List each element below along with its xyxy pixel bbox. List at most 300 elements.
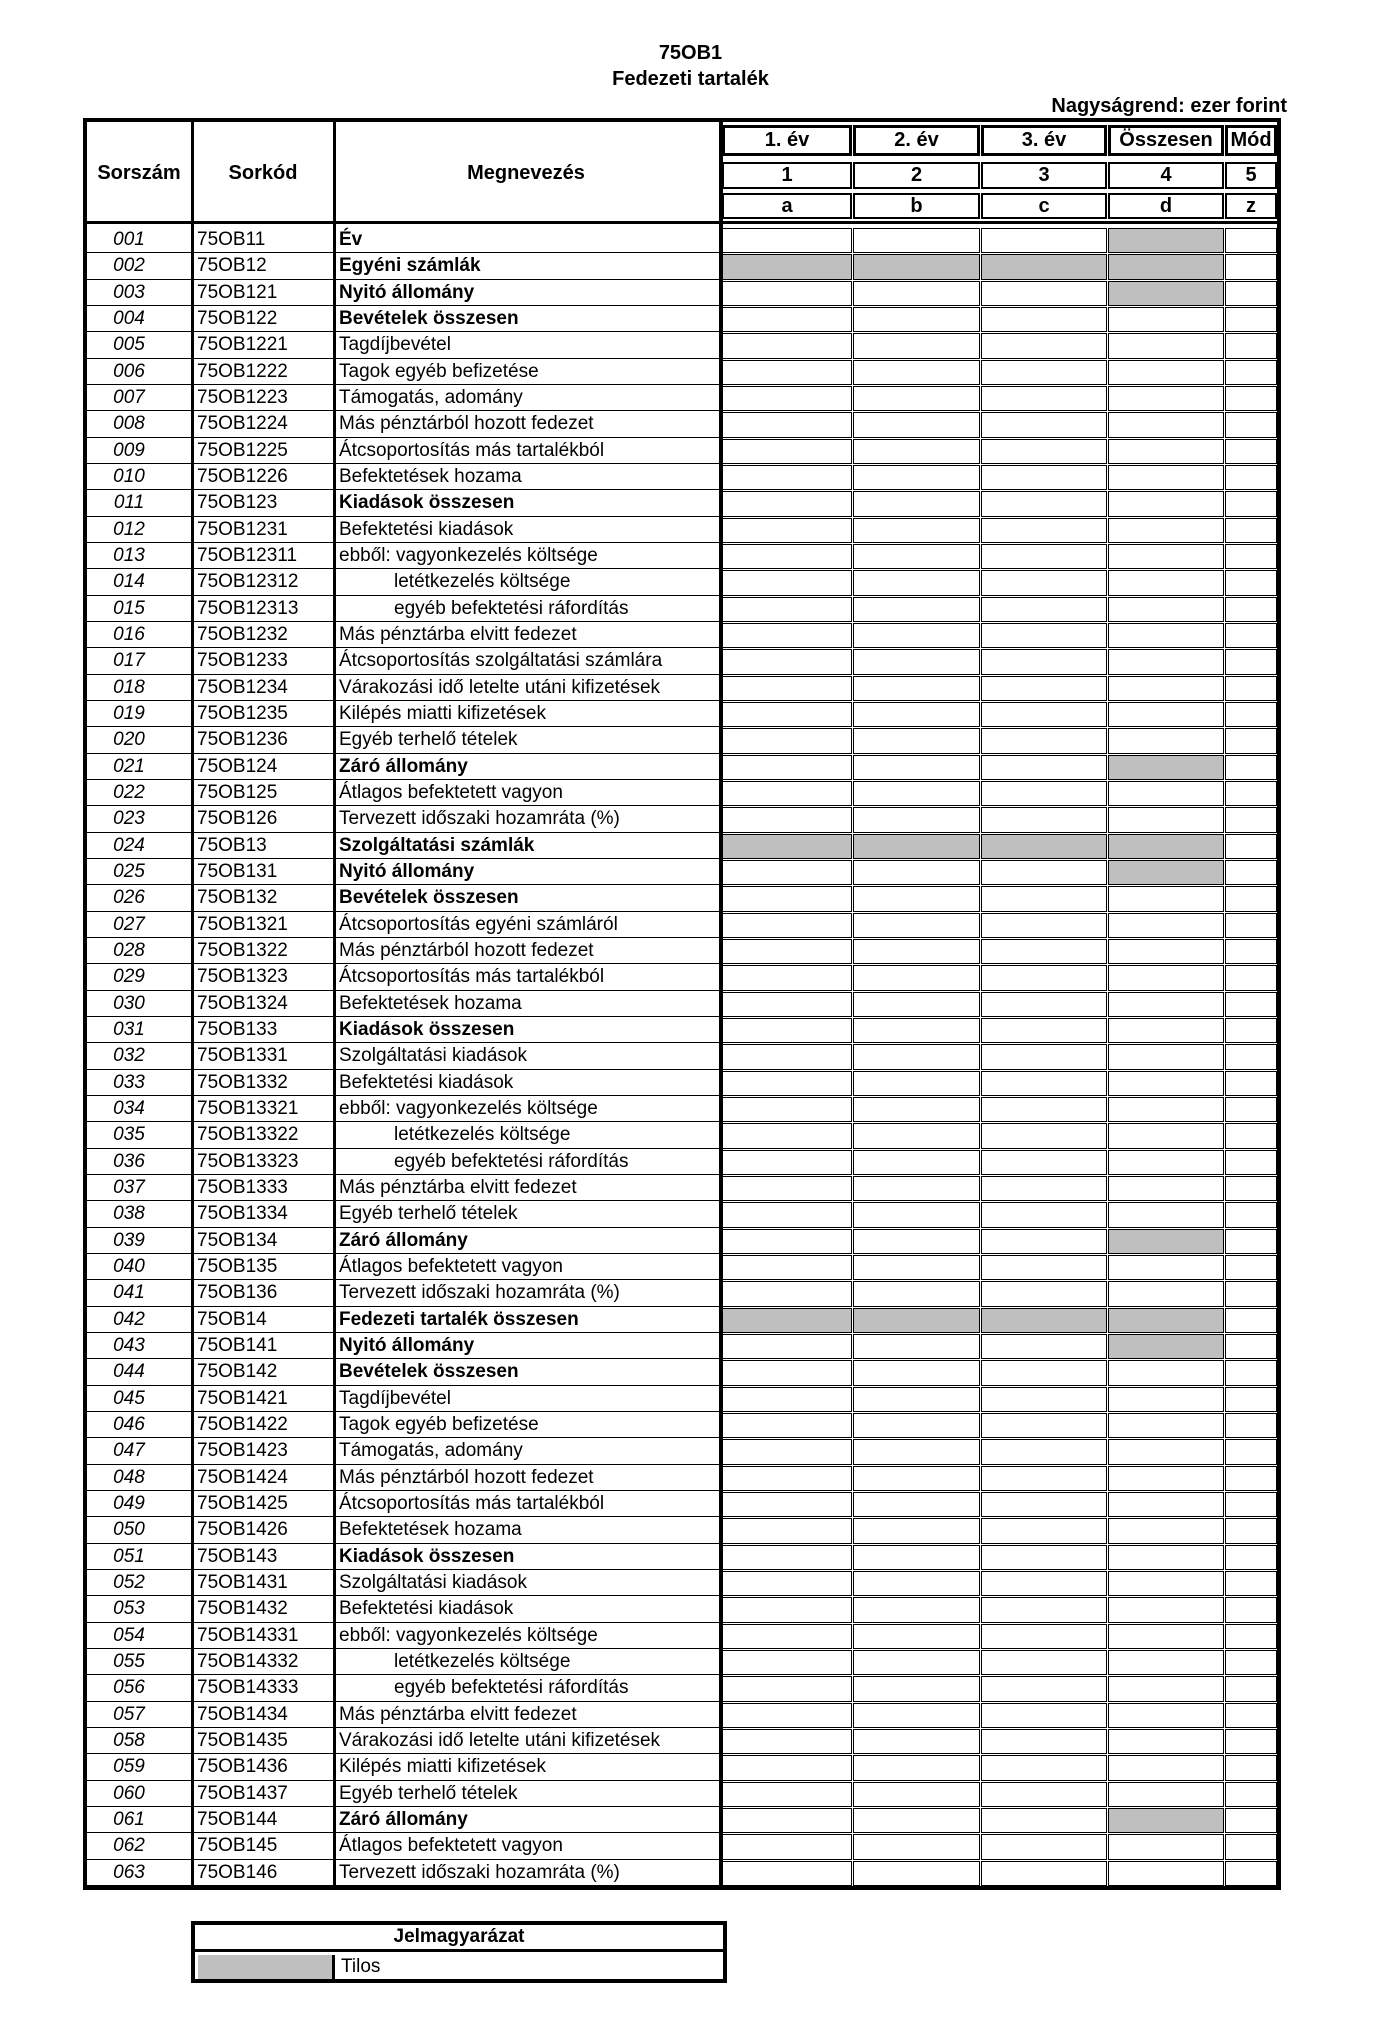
input-cell[interactable] bbox=[1108, 1123, 1224, 1148]
input-cell[interactable] bbox=[722, 1229, 852, 1254]
input-cell[interactable] bbox=[722, 1545, 852, 1570]
input-cell[interactable] bbox=[1225, 281, 1277, 306]
input-cell[interactable] bbox=[1225, 333, 1277, 358]
input-cell[interactable] bbox=[853, 1255, 980, 1280]
input-cell[interactable] bbox=[722, 1808, 852, 1833]
input-cell[interactable] bbox=[722, 1176, 852, 1201]
input-cell[interactable] bbox=[1225, 1202, 1277, 1227]
input-cell[interactable] bbox=[981, 333, 1107, 358]
input-cell[interactable] bbox=[853, 386, 980, 411]
input-cell[interactable] bbox=[1108, 1176, 1224, 1201]
input-cell[interactable] bbox=[981, 465, 1107, 490]
input-cell[interactable] bbox=[722, 1202, 852, 1227]
input-cell[interactable] bbox=[981, 992, 1107, 1017]
input-cell[interactable] bbox=[722, 491, 852, 516]
input-cell[interactable] bbox=[981, 1071, 1107, 1096]
input-cell[interactable] bbox=[1225, 781, 1277, 806]
input-cell[interactable] bbox=[722, 1676, 852, 1701]
input-cell[interactable] bbox=[853, 676, 980, 701]
input-cell[interactable] bbox=[853, 1334, 980, 1359]
input-cell[interactable] bbox=[1225, 1518, 1277, 1543]
input-cell[interactable] bbox=[1108, 1597, 1224, 1622]
input-cell[interactable] bbox=[1108, 913, 1224, 938]
input-cell[interactable] bbox=[981, 886, 1107, 911]
input-cell[interactable] bbox=[722, 1624, 852, 1649]
input-cell[interactable] bbox=[722, 992, 852, 1017]
input-cell[interactable] bbox=[722, 913, 852, 938]
input-cell[interactable] bbox=[1108, 1466, 1224, 1491]
input-cell[interactable] bbox=[1225, 1861, 1277, 1886]
input-cell[interactable] bbox=[853, 597, 980, 622]
input-cell[interactable] bbox=[1108, 623, 1224, 648]
input-cell[interactable] bbox=[853, 1439, 980, 1464]
input-cell[interactable] bbox=[722, 1018, 852, 1043]
input-cell[interactable] bbox=[722, 1097, 852, 1122]
input-cell[interactable] bbox=[853, 491, 980, 516]
input-cell[interactable] bbox=[853, 307, 980, 332]
input-cell[interactable] bbox=[722, 1044, 852, 1069]
input-cell[interactable] bbox=[722, 439, 852, 464]
input-cell[interactable] bbox=[981, 860, 1107, 885]
input-cell[interactable] bbox=[1108, 676, 1224, 701]
input-cell[interactable] bbox=[1225, 649, 1277, 674]
input-cell[interactable] bbox=[981, 1571, 1107, 1596]
input-cell[interactable] bbox=[722, 1413, 852, 1438]
input-cell[interactable] bbox=[1108, 307, 1224, 332]
input-cell[interactable] bbox=[1225, 1097, 1277, 1122]
input-cell[interactable] bbox=[981, 939, 1107, 964]
input-cell[interactable] bbox=[853, 1571, 980, 1596]
input-cell[interactable] bbox=[853, 1413, 980, 1438]
input-cell[interactable] bbox=[981, 1150, 1107, 1175]
input-cell[interactable] bbox=[853, 360, 980, 385]
input-cell[interactable] bbox=[853, 1044, 980, 1069]
input-cell[interactable] bbox=[722, 623, 852, 648]
input-cell[interactable] bbox=[1225, 1703, 1277, 1728]
input-cell[interactable] bbox=[981, 307, 1107, 332]
input-cell[interactable] bbox=[981, 1492, 1107, 1517]
input-cell[interactable] bbox=[853, 1808, 980, 1833]
input-cell[interactable] bbox=[981, 1229, 1107, 1254]
input-cell[interactable] bbox=[722, 1492, 852, 1517]
input-cell[interactable] bbox=[1225, 544, 1277, 569]
input-cell[interactable] bbox=[1108, 781, 1224, 806]
input-cell[interactable] bbox=[981, 1413, 1107, 1438]
input-cell[interactable] bbox=[853, 439, 980, 464]
input-cell[interactable] bbox=[722, 333, 852, 358]
input-cell[interactable] bbox=[1225, 254, 1277, 279]
input-cell[interactable] bbox=[981, 1861, 1107, 1886]
input-cell[interactable] bbox=[853, 465, 980, 490]
input-cell[interactable] bbox=[1108, 1439, 1224, 1464]
input-cell[interactable] bbox=[722, 1071, 852, 1096]
input-cell[interactable] bbox=[722, 755, 852, 780]
input-cell[interactable] bbox=[722, 412, 852, 437]
input-cell[interactable] bbox=[981, 1097, 1107, 1122]
input-cell[interactable] bbox=[981, 1703, 1107, 1728]
input-cell[interactable] bbox=[1225, 307, 1277, 332]
input-cell[interactable] bbox=[722, 1729, 852, 1754]
input-cell[interactable] bbox=[1108, 412, 1224, 437]
input-cell[interactable] bbox=[1108, 1729, 1224, 1754]
input-cell[interactable] bbox=[981, 1676, 1107, 1701]
input-cell[interactable] bbox=[1108, 491, 1224, 516]
input-cell[interactable] bbox=[981, 1255, 1107, 1280]
input-cell[interactable] bbox=[853, 1018, 980, 1043]
input-cell[interactable] bbox=[1108, 992, 1224, 1017]
input-cell[interactable] bbox=[1225, 1782, 1277, 1807]
input-cell[interactable] bbox=[1225, 728, 1277, 753]
input-cell[interactable] bbox=[853, 1176, 980, 1201]
input-cell[interactable] bbox=[1225, 1334, 1277, 1359]
input-cell[interactable] bbox=[722, 1597, 852, 1622]
input-cell[interactable] bbox=[722, 1650, 852, 1675]
input-cell[interactable] bbox=[1225, 228, 1277, 253]
input-cell[interactable] bbox=[1108, 807, 1224, 832]
input-cell[interactable] bbox=[981, 1729, 1107, 1754]
input-cell[interactable] bbox=[1108, 1255, 1224, 1280]
input-cell[interactable] bbox=[1225, 439, 1277, 464]
input-cell[interactable] bbox=[853, 1387, 980, 1412]
input-cell[interactable] bbox=[1225, 597, 1277, 622]
input-cell[interactable] bbox=[981, 702, 1107, 727]
input-cell[interactable] bbox=[853, 333, 980, 358]
input-cell[interactable] bbox=[981, 913, 1107, 938]
input-cell[interactable] bbox=[1225, 1071, 1277, 1096]
input-cell[interactable] bbox=[722, 1387, 852, 1412]
input-cell[interactable] bbox=[1225, 386, 1277, 411]
input-cell[interactable] bbox=[722, 597, 852, 622]
input-cell[interactable] bbox=[853, 702, 980, 727]
input-cell[interactable] bbox=[1225, 1571, 1277, 1596]
input-cell[interactable] bbox=[853, 281, 980, 306]
input-cell[interactable] bbox=[1225, 1676, 1277, 1701]
input-cell[interactable] bbox=[1225, 1176, 1277, 1201]
input-cell[interactable] bbox=[853, 570, 980, 595]
input-cell[interactable] bbox=[722, 228, 852, 253]
input-cell[interactable] bbox=[722, 544, 852, 569]
input-cell[interactable] bbox=[1108, 939, 1224, 964]
input-cell[interactable] bbox=[853, 412, 980, 437]
input-cell[interactable] bbox=[1225, 965, 1277, 990]
input-cell[interactable] bbox=[981, 544, 1107, 569]
input-cell[interactable] bbox=[853, 755, 980, 780]
input-cell[interactable] bbox=[981, 1518, 1107, 1543]
input-cell[interactable] bbox=[853, 1492, 980, 1517]
input-cell[interactable] bbox=[1108, 728, 1224, 753]
input-cell[interactable] bbox=[981, 781, 1107, 806]
input-cell[interactable] bbox=[1108, 1624, 1224, 1649]
input-cell[interactable] bbox=[1225, 1360, 1277, 1385]
input-cell[interactable] bbox=[981, 439, 1107, 464]
input-cell[interactable] bbox=[853, 1624, 980, 1649]
input-cell[interactable] bbox=[853, 1097, 980, 1122]
input-cell[interactable] bbox=[853, 913, 980, 938]
input-cell[interactable] bbox=[853, 939, 980, 964]
input-cell[interactable] bbox=[1225, 702, 1277, 727]
input-cell[interactable] bbox=[722, 807, 852, 832]
input-cell[interactable] bbox=[853, 886, 980, 911]
input-cell[interactable] bbox=[981, 1044, 1107, 1069]
input-cell[interactable] bbox=[981, 1755, 1107, 1780]
column-header-num: 5 bbox=[1225, 162, 1277, 189]
input-cell[interactable] bbox=[1225, 1044, 1277, 1069]
input-cell[interactable] bbox=[981, 491, 1107, 516]
input-cell[interactable] bbox=[981, 281, 1107, 306]
input-cell[interactable] bbox=[1108, 1097, 1224, 1122]
input-cell[interactable] bbox=[853, 992, 980, 1017]
input-cell[interactable] bbox=[1225, 939, 1277, 964]
input-cell[interactable] bbox=[1108, 1703, 1224, 1728]
input-cell[interactable] bbox=[853, 1703, 980, 1728]
input-cell[interactable] bbox=[1225, 412, 1277, 437]
input-cell[interactable] bbox=[722, 1861, 852, 1886]
row-number: 011 bbox=[113, 492, 145, 514]
input-cell[interactable] bbox=[1225, 1123, 1277, 1148]
input-cell[interactable] bbox=[1225, 1597, 1277, 1622]
input-cell[interactable] bbox=[1108, 1071, 1224, 1096]
input-cell[interactable] bbox=[853, 1150, 980, 1175]
input-cell[interactable] bbox=[722, 1782, 852, 1807]
input-cell[interactable] bbox=[853, 1597, 980, 1622]
input-cell[interactable] bbox=[1108, 1518, 1224, 1543]
input-cell[interactable] bbox=[722, 360, 852, 385]
input-cell[interactable] bbox=[1108, 360, 1224, 385]
input-cell[interactable] bbox=[1225, 1018, 1277, 1043]
input-cell[interactable] bbox=[981, 1466, 1107, 1491]
input-cell[interactable] bbox=[853, 1229, 980, 1254]
input-cell[interactable] bbox=[1225, 1466, 1277, 1491]
input-cell[interactable] bbox=[1108, 386, 1224, 411]
input-cell[interactable] bbox=[853, 807, 980, 832]
row-number: 005 bbox=[113, 334, 145, 356]
input-cell[interactable] bbox=[722, 518, 852, 543]
input-cell[interactable] bbox=[1225, 676, 1277, 701]
input-cell[interactable] bbox=[853, 649, 980, 674]
input-cell[interactable] bbox=[981, 1624, 1107, 1649]
input-cell[interactable] bbox=[981, 1176, 1107, 1201]
input-cell[interactable] bbox=[722, 1334, 852, 1359]
input-cell[interactable] bbox=[1225, 1281, 1277, 1306]
input-cell[interactable] bbox=[853, 1281, 980, 1306]
input-cell[interactable] bbox=[722, 965, 852, 990]
input-cell[interactable] bbox=[722, 1360, 852, 1385]
input-cell[interactable] bbox=[722, 1150, 852, 1175]
input-cell[interactable] bbox=[981, 1281, 1107, 1306]
input-cell[interactable] bbox=[1225, 1308, 1277, 1333]
input-cell[interactable] bbox=[981, 228, 1107, 253]
input-cell[interactable] bbox=[981, 965, 1107, 990]
input-cell[interactable] bbox=[722, 860, 852, 885]
input-cell[interactable] bbox=[981, 1650, 1107, 1675]
input-cell[interactable] bbox=[853, 860, 980, 885]
input-cell[interactable] bbox=[981, 1018, 1107, 1043]
input-cell[interactable] bbox=[1108, 702, 1224, 727]
input-cell[interactable] bbox=[853, 965, 980, 990]
input-cell[interactable] bbox=[981, 1834, 1107, 1859]
input-cell[interactable] bbox=[981, 412, 1107, 437]
input-cell[interactable] bbox=[722, 465, 852, 490]
input-cell[interactable] bbox=[1225, 807, 1277, 832]
input-cell[interactable] bbox=[981, 1387, 1107, 1412]
input-cell[interactable] bbox=[1108, 465, 1224, 490]
input-cell[interactable] bbox=[981, 1808, 1107, 1833]
input-cell[interactable] bbox=[1225, 834, 1277, 859]
input-cell[interactable] bbox=[1225, 1545, 1277, 1570]
input-cell[interactable] bbox=[1108, 1202, 1224, 1227]
input-cell[interactable] bbox=[1108, 1018, 1224, 1043]
input-cell[interactable] bbox=[1225, 1834, 1277, 1859]
input-cell[interactable] bbox=[981, 597, 1107, 622]
input-cell[interactable] bbox=[853, 1834, 980, 1859]
input-cell[interactable] bbox=[722, 386, 852, 411]
input-cell[interactable] bbox=[722, 886, 852, 911]
input-cell[interactable] bbox=[853, 623, 980, 648]
input-cell[interactable] bbox=[1225, 491, 1277, 516]
input-cell[interactable] bbox=[981, 1334, 1107, 1359]
input-cell[interactable] bbox=[981, 807, 1107, 832]
input-cell[interactable] bbox=[981, 1782, 1107, 1807]
input-cell[interactable] bbox=[1225, 1229, 1277, 1254]
input-cell[interactable] bbox=[1225, 886, 1277, 911]
input-cell[interactable] bbox=[981, 1597, 1107, 1622]
input-cell[interactable] bbox=[853, 1650, 980, 1675]
input-cell[interactable] bbox=[1225, 913, 1277, 938]
input-cell[interactable] bbox=[1225, 1624, 1277, 1649]
input-cell[interactable] bbox=[722, 1255, 852, 1280]
input-cell[interactable] bbox=[1108, 886, 1224, 911]
input-cell[interactable] bbox=[853, 228, 980, 253]
input-cell[interactable] bbox=[722, 702, 852, 727]
input-cell[interactable] bbox=[1225, 623, 1277, 648]
input-cell[interactable] bbox=[722, 781, 852, 806]
input-cell[interactable] bbox=[722, 570, 852, 595]
input-cell[interactable] bbox=[853, 1071, 980, 1096]
input-cell[interactable] bbox=[1108, 1281, 1224, 1306]
input-cell[interactable] bbox=[981, 386, 1107, 411]
input-cell[interactable] bbox=[1225, 1650, 1277, 1675]
input-cell[interactable] bbox=[1108, 1782, 1224, 1807]
input-cell[interactable] bbox=[981, 1360, 1107, 1385]
input-cell[interactable] bbox=[981, 570, 1107, 595]
input-cell[interactable] bbox=[722, 1834, 852, 1859]
input-cell[interactable] bbox=[981, 360, 1107, 385]
input-cell[interactable] bbox=[1225, 1808, 1277, 1833]
input-cell[interactable] bbox=[853, 518, 980, 543]
input-cell[interactable] bbox=[1108, 1150, 1224, 1175]
input-cell[interactable] bbox=[1108, 1360, 1224, 1385]
input-cell[interactable] bbox=[853, 728, 980, 753]
input-cell[interactable] bbox=[722, 307, 852, 332]
input-cell[interactable] bbox=[722, 676, 852, 701]
input-cell[interactable] bbox=[853, 1360, 980, 1385]
input-cell[interactable] bbox=[853, 781, 980, 806]
input-cell[interactable] bbox=[1108, 1571, 1224, 1596]
input-cell[interactable] bbox=[1225, 1387, 1277, 1412]
input-cell[interactable] bbox=[1108, 1755, 1224, 1780]
input-cell[interactable] bbox=[1108, 333, 1224, 358]
input-cell[interactable] bbox=[853, 1123, 980, 1148]
input-cell[interactable] bbox=[853, 544, 980, 569]
input-cell[interactable] bbox=[853, 1861, 980, 1886]
input-cell[interactable] bbox=[981, 623, 1107, 648]
input-cell[interactable] bbox=[1225, 1729, 1277, 1754]
forbidden-cell bbox=[1108, 1229, 1224, 1254]
input-cell[interactable] bbox=[981, 1545, 1107, 1570]
input-cell[interactable] bbox=[722, 1281, 852, 1306]
input-cell[interactable] bbox=[1225, 570, 1277, 595]
input-cell[interactable] bbox=[1108, 570, 1224, 595]
input-cell[interactable] bbox=[1108, 1676, 1224, 1701]
input-cell[interactable] bbox=[981, 1439, 1107, 1464]
input-cell[interactable] bbox=[1108, 544, 1224, 569]
input-cell[interactable] bbox=[1108, 1492, 1224, 1517]
input-cell[interactable] bbox=[1225, 755, 1277, 780]
input-cell[interactable] bbox=[1225, 1755, 1277, 1780]
input-cell[interactable] bbox=[981, 518, 1107, 543]
input-cell[interactable] bbox=[1225, 465, 1277, 490]
input-cell[interactable] bbox=[722, 1439, 852, 1464]
input-cell[interactable] bbox=[722, 728, 852, 753]
input-cell[interactable] bbox=[981, 676, 1107, 701]
input-cell[interactable] bbox=[1225, 992, 1277, 1017]
input-cell[interactable] bbox=[1108, 518, 1224, 543]
input-cell[interactable] bbox=[1108, 1650, 1224, 1675]
input-cell[interactable] bbox=[1225, 860, 1277, 885]
input-cell[interactable] bbox=[722, 1571, 852, 1596]
input-cell[interactable] bbox=[853, 1676, 980, 1701]
input-cell[interactable] bbox=[981, 1202, 1107, 1227]
input-cell[interactable] bbox=[1225, 518, 1277, 543]
input-cell[interactable] bbox=[1108, 649, 1224, 674]
input-cell[interactable] bbox=[853, 1518, 980, 1543]
input-cell[interactable] bbox=[1108, 597, 1224, 622]
input-cell[interactable] bbox=[722, 649, 852, 674]
input-cell[interactable] bbox=[722, 1703, 852, 1728]
input-cell[interactable] bbox=[853, 1782, 980, 1807]
input-cell[interactable] bbox=[1225, 1150, 1277, 1175]
input-cell[interactable] bbox=[1108, 1413, 1224, 1438]
input-cell[interactable] bbox=[1108, 1545, 1224, 1570]
input-cell[interactable] bbox=[981, 728, 1107, 753]
input-cell[interactable] bbox=[981, 1123, 1107, 1148]
input-cell[interactable] bbox=[1108, 1387, 1224, 1412]
input-cell[interactable] bbox=[1225, 1492, 1277, 1517]
input-cell[interactable] bbox=[853, 1755, 980, 1780]
input-cell[interactable] bbox=[1108, 965, 1224, 990]
input-cell[interactable] bbox=[981, 755, 1107, 780]
input-cell[interactable] bbox=[853, 1729, 980, 1754]
input-cell[interactable] bbox=[722, 1755, 852, 1780]
input-cell[interactable] bbox=[1108, 1861, 1224, 1886]
input-cell[interactable] bbox=[1225, 1255, 1277, 1280]
input-cell[interactable] bbox=[1108, 439, 1224, 464]
input-cell[interactable] bbox=[1225, 1413, 1277, 1438]
input-cell[interactable] bbox=[722, 281, 852, 306]
input-cell[interactable] bbox=[853, 1545, 980, 1570]
input-cell[interactable] bbox=[722, 1123, 852, 1148]
input-cell[interactable] bbox=[1108, 1044, 1224, 1069]
input-cell[interactable] bbox=[722, 1466, 852, 1491]
input-cell[interactable] bbox=[722, 939, 852, 964]
input-cell[interactable] bbox=[981, 649, 1107, 674]
input-cell[interactable] bbox=[853, 1466, 980, 1491]
input-cell[interactable] bbox=[853, 1202, 980, 1227]
input-cell[interactable] bbox=[1108, 1834, 1224, 1859]
input-cell[interactable] bbox=[722, 1518, 852, 1543]
input-cell[interactable] bbox=[1225, 360, 1277, 385]
input-cell[interactable] bbox=[1225, 1439, 1277, 1464]
